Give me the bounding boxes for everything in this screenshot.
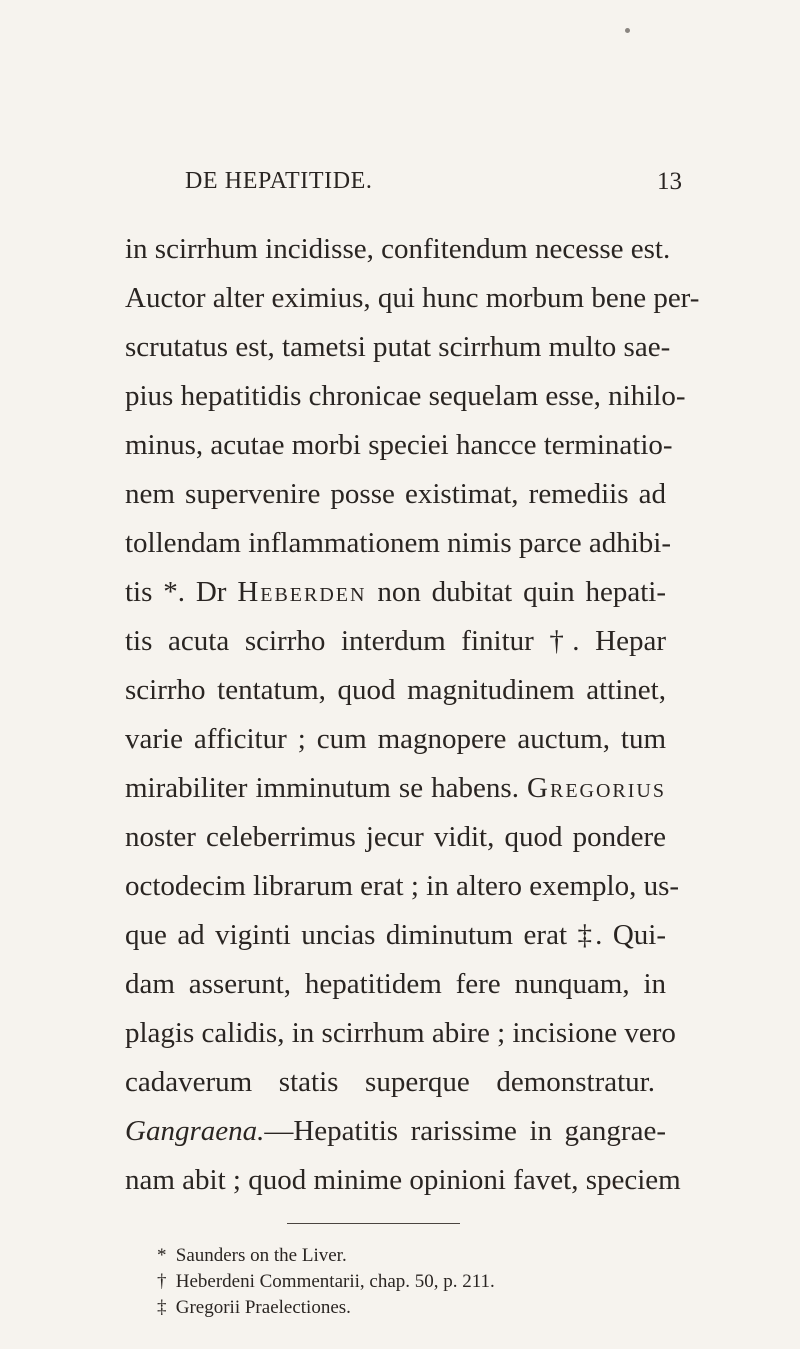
text-line: dam asserunt, hepatitidem fere nunquam, in (125, 968, 666, 1000)
footnote-text: Heberdeni Commentarii, chap. 50, p. 211. (175, 1271, 495, 1292)
text-line (125, 1111, 666, 1151)
text-line: que ad viginti uncias diminutum erat ‡. Qui- (125, 919, 666, 951)
author-name: Gregorius (527, 772, 666, 804)
text-line (125, 572, 666, 612)
text-line: nam abit ; quod minime opinioni favet, speciem (125, 1164, 681, 1196)
text-line: scirrho tentatum, quod magnitudinem attinet, (125, 674, 666, 706)
footnote (157, 1269, 495, 1295)
section-heading: Gangraena. (125, 1115, 265, 1147)
footnote (157, 1243, 347, 1269)
text-line: cadaverum statis superque demonstratur. (125, 1066, 655, 1098)
text-line: Auctor alter eximius, qui hunc morbum bene per- (125, 282, 700, 314)
text-run: —Hepatitis rarissime in gangrae- (264, 1115, 666, 1147)
page-number: 13 (657, 168, 682, 195)
text-line: in scirrhum incidisse, confitendum necesse est. (125, 233, 671, 265)
footnote-mark: ‡ (157, 1297, 167, 1318)
text-line: tollendam inflammationem nimis parce adhibi- (125, 527, 672, 559)
author-name: Heberden (237, 576, 367, 608)
ink-speck (625, 28, 630, 33)
text-run: tis *. Dr (125, 576, 238, 608)
text-line: noster celeberrimus jecur vidit, quod pondere (125, 821, 666, 853)
text-line: tis acuta scirrho interdum finitur †. Hepar (125, 625, 666, 657)
text-line: varie afficitur ; cum magnopere auctum, tum (125, 723, 666, 755)
text-line (125, 768, 666, 808)
text-line: pius hepatitidis chronicae sequelam esse, nihilo- (125, 380, 686, 412)
text-run: mirabiliter imminutum se habens. (125, 772, 528, 804)
text-line: nem supervenire posse existimat, remediis ad (125, 478, 666, 510)
running-head: DE HEPATITIDE. (185, 168, 373, 194)
footnote-mark: † (157, 1271, 167, 1292)
footnote (157, 1295, 351, 1321)
footnote-text: Gregorii Praelectiones. (175, 1297, 351, 1318)
text-line: minus, acutae morbi speciei hancce terminatio- (125, 429, 673, 461)
footnote-mark: * (157, 1245, 167, 1266)
footnote-rule (287, 1223, 460, 1224)
text-line: plagis calidis, in scirrhum abire ; incisione vero (125, 1017, 676, 1049)
text-line: octodecim librarum erat ; in altero exemplo, us- (125, 870, 680, 902)
text-run: non dubitat quin hepati- (366, 576, 667, 608)
text-line: scrutatus est, tametsi putat scirrhum multo sae- (125, 331, 671, 363)
footnote-text: Saunders on the Liver. (175, 1245, 347, 1266)
